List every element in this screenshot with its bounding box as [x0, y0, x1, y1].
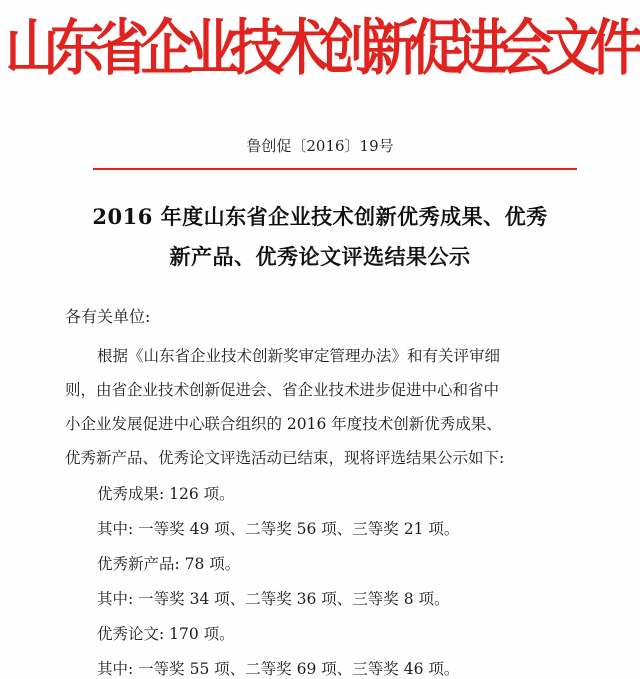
result-breakdown: 其中: 一等奖 55 项、二等奖 69 项、三等奖 46 项。 — [97, 660, 460, 678]
result-outstanding-new-products: 优秀新产品: 78 项。 — [97, 555, 241, 573]
result-breakdown: 其中: 一等奖 49 项、二等奖 56 项、三等奖 21 项。 — [97, 520, 460, 538]
result-outstanding-papers: 优秀论文: 170 项。 — [97, 625, 235, 643]
red-divider — [93, 168, 577, 170]
paragraph-line: 优秀新产品、优秀论文评选活动已结束，现将评选结果公示如下: — [65, 449, 505, 467]
salutation: 各有关单位: — [65, 307, 151, 326]
document-number: 鲁创促〔2016〕19号 — [246, 137, 394, 155]
result-breakdown: 其中: 一等奖 34 项、二等奖 36 项、三等奖 8 项。 — [97, 590, 450, 608]
paragraph-line: 根据《山东省企业技术创新奖审定管理办法》和有关评审细 — [97, 347, 501, 365]
masthead-title: 山东省企业技术创新促进会文件 — [5, 12, 635, 84]
notice-title-line-2: 新产品、优秀论文评选结果公示 — [169, 244, 471, 269]
result-outstanding-achievements: 优秀成果: 126 项。 — [97, 485, 235, 503]
notice-title-line-1: 2016 年度山东省企业技术创新优秀成果、优秀 — [92, 204, 548, 229]
paragraph-line: 则，由省企业技术创新促进会、省企业技术进步促进中心和省中 — [65, 381, 500, 399]
paragraph-line: 小企业发展促进中心联合组织的 2016 年度技术创新优秀成果、 — [65, 415, 502, 433]
